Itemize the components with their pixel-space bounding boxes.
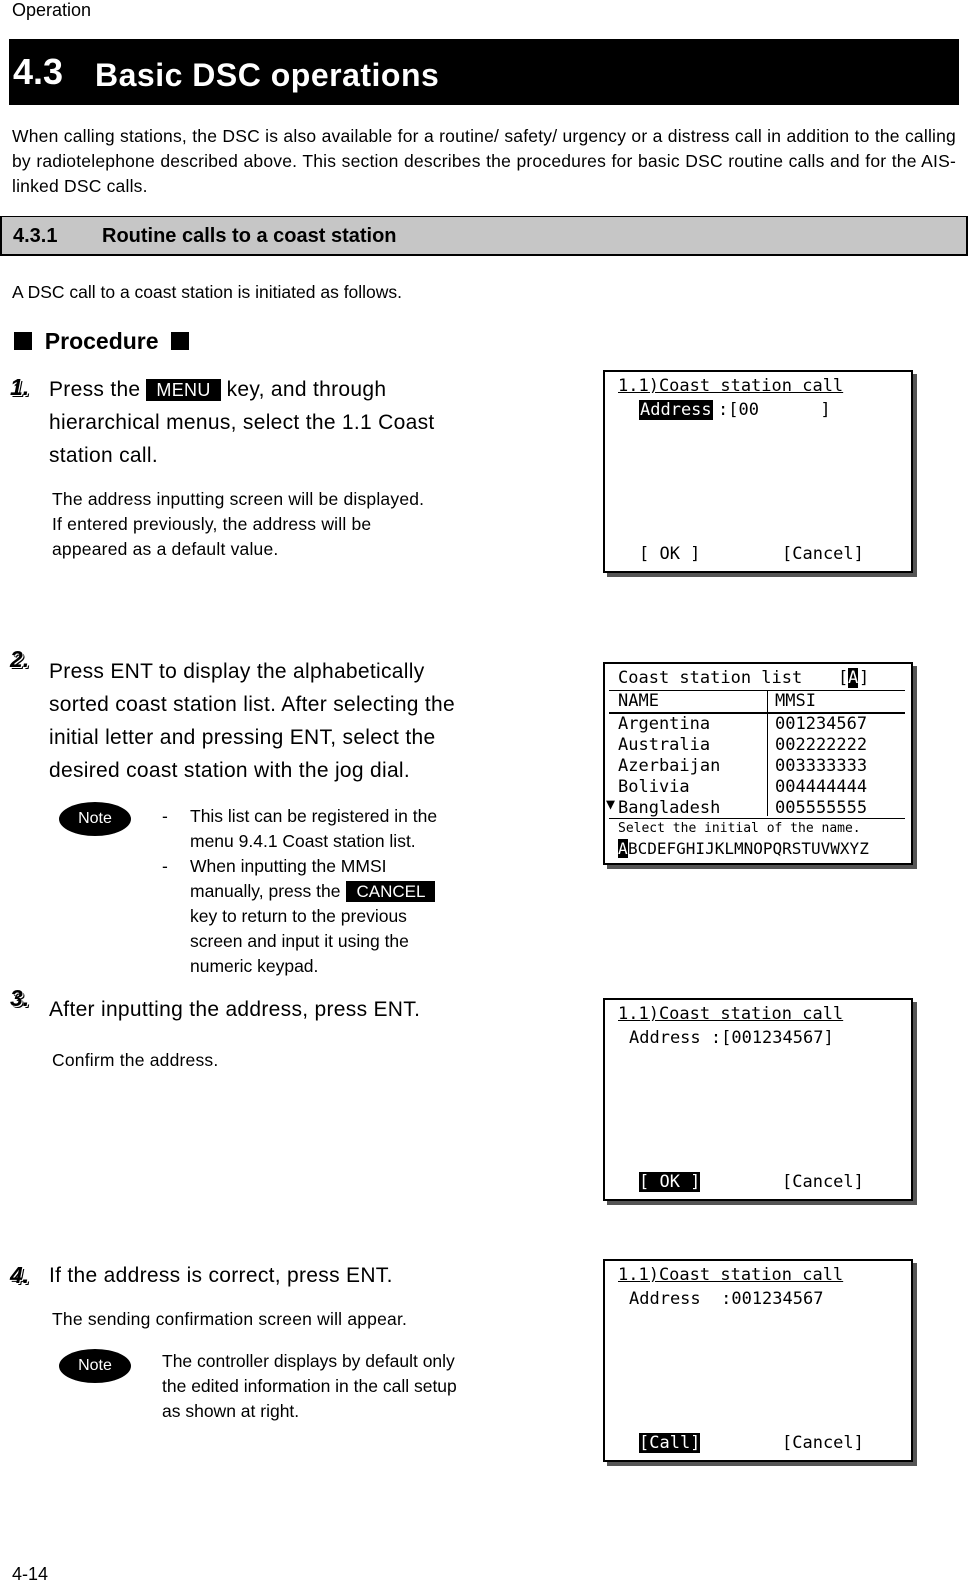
note-badge: Note [59, 1349, 131, 1383]
step-number: 2. [10, 646, 30, 672]
step-number: 1. [10, 374, 30, 400]
screen-title: 1.1)Coast station call [618, 376, 844, 396]
subsection-title: Routine calls to a coast station [102, 225, 397, 247]
filter-letter: A [848, 668, 859, 688]
procedure-label: Procedure [44, 328, 159, 354]
screen-title: 1.1)Coast station call [618, 1265, 844, 1285]
address-line: Address :[001234567] [629, 1028, 834, 1048]
address-line: Address :001234567 [629, 1289, 824, 1309]
filter-open: [ [838, 668, 849, 688]
address-field-value: :[00 ] [718, 400, 831, 420]
square-bullet-icon [171, 332, 189, 350]
step-3-subtext: Confirm the address. [52, 1050, 219, 1070]
subsection-number: 4.3.1 [13, 225, 58, 247]
station-mmsi: 003333333 [775, 756, 868, 776]
lcd-screen-address-input [603, 370, 913, 573]
step-1-text: Press the MENU key, and through hierarchical menus, select the 1.1 Coast station call. [49, 378, 435, 467]
ok-softkey: [ OK ] [639, 544, 701, 564]
note-badge: Note [59, 802, 131, 836]
station-mmsi: 001234567 [775, 714, 868, 734]
page-number: 4-14 [12, 1564, 49, 1584]
screen-title: Coast station list [618, 668, 803, 688]
alphabet-selector: BCDEFGHIJKLMNOPQRSTUVWXYZ [628, 839, 869, 858]
step-1-subtext: The address inputting screen will be displayed. If entered previously, the address will be appeared as a default value. [52, 489, 425, 559]
step-2-text: Press ENT to display the alphabetically sorted coast station list. After selecting the initial letter and pressing ENT, select the desired coast station with the jog dial. [49, 660, 456, 782]
filter-close: ] [859, 668, 870, 688]
address-field-label: Address [640, 400, 712, 420]
station-name: Azerbaijan [618, 756, 721, 776]
menu-key: MENU [146, 379, 220, 401]
station-name: Bolivia [618, 777, 690, 797]
column-divider [767, 690, 768, 816]
screen-title: 1.1)Coast station call [618, 1004, 844, 1024]
section-number: 4.3 [13, 51, 64, 92]
ok-softkey-selected: [ OK ] [639, 1172, 701, 1192]
alphabet-selected: A [618, 839, 628, 858]
cancel-key: CANCEL [346, 881, 435, 902]
square-bullet-icon [14, 332, 32, 350]
scroll-down-icon: ▼ [606, 795, 616, 813]
station-name: Argentina [618, 714, 711, 734]
running-header: Operation [12, 0, 92, 20]
col-name-header: NAME [618, 691, 659, 711]
col-mmsi-header: MMSI [775, 691, 816, 711]
step-4-note: The controller displays by default only the edited information in the call setup as shown at right. [162, 1351, 457, 1421]
call-softkey-selected: [Call] [639, 1433, 701, 1453]
station-mmsi: 002222222 [775, 735, 868, 755]
subsection-bar [0, 216, 968, 256]
cancel-softkey: [Cancel] [782, 544, 864, 564]
lcd-screen-send-confirm [603, 1259, 913, 1462]
divider [609, 818, 905, 819]
step-3-text: After inputting the address, press ENT. [49, 998, 421, 1021]
lcd-screen-coast-station-list [603, 662, 913, 865]
station-name: Australia [618, 735, 711, 755]
hint-text: Select the initial of the name. [618, 821, 861, 836]
cancel-softkey: [Cancel] [782, 1433, 864, 1453]
lead-text: A DSC call to a coast station is initiated as follows. [12, 282, 403, 302]
section-title: Basic DSC operations [95, 57, 440, 93]
station-name: Bangladesh [618, 798, 721, 818]
intro-paragraph: When calling stations, the DSC is also available for a routine/ safety/ urgency or a distress call in addition to the calling by radiotelephone described above. This section describes the procedures for basic DSC routine calls and for the AIS-linked DSC calls. [12, 126, 956, 196]
step-4-text: If the address is correct, press ENT. [49, 1264, 393, 1287]
cancel-softkey: [Cancel] [782, 1172, 864, 1192]
station-mmsi: 004444444 [775, 777, 868, 797]
step-number: 3. [10, 985, 30, 1011]
step-4-subtext: The sending confirmation screen will appear. [52, 1309, 408, 1329]
lcd-screen-address-confirm [603, 998, 913, 1201]
step-number: 4. [10, 1262, 30, 1288]
procedure-heading [14, 328, 189, 355]
station-mmsi: 005555555 [775, 798, 868, 818]
step-2-note: - This list can be registered in the menu 9.4.1 Coast station list. - When inputting the MMSI manually, press the CANCEL key to return to the previous screen and input it using the numeric keypad. [162, 806, 438, 976]
section-title-bar [9, 39, 959, 105]
